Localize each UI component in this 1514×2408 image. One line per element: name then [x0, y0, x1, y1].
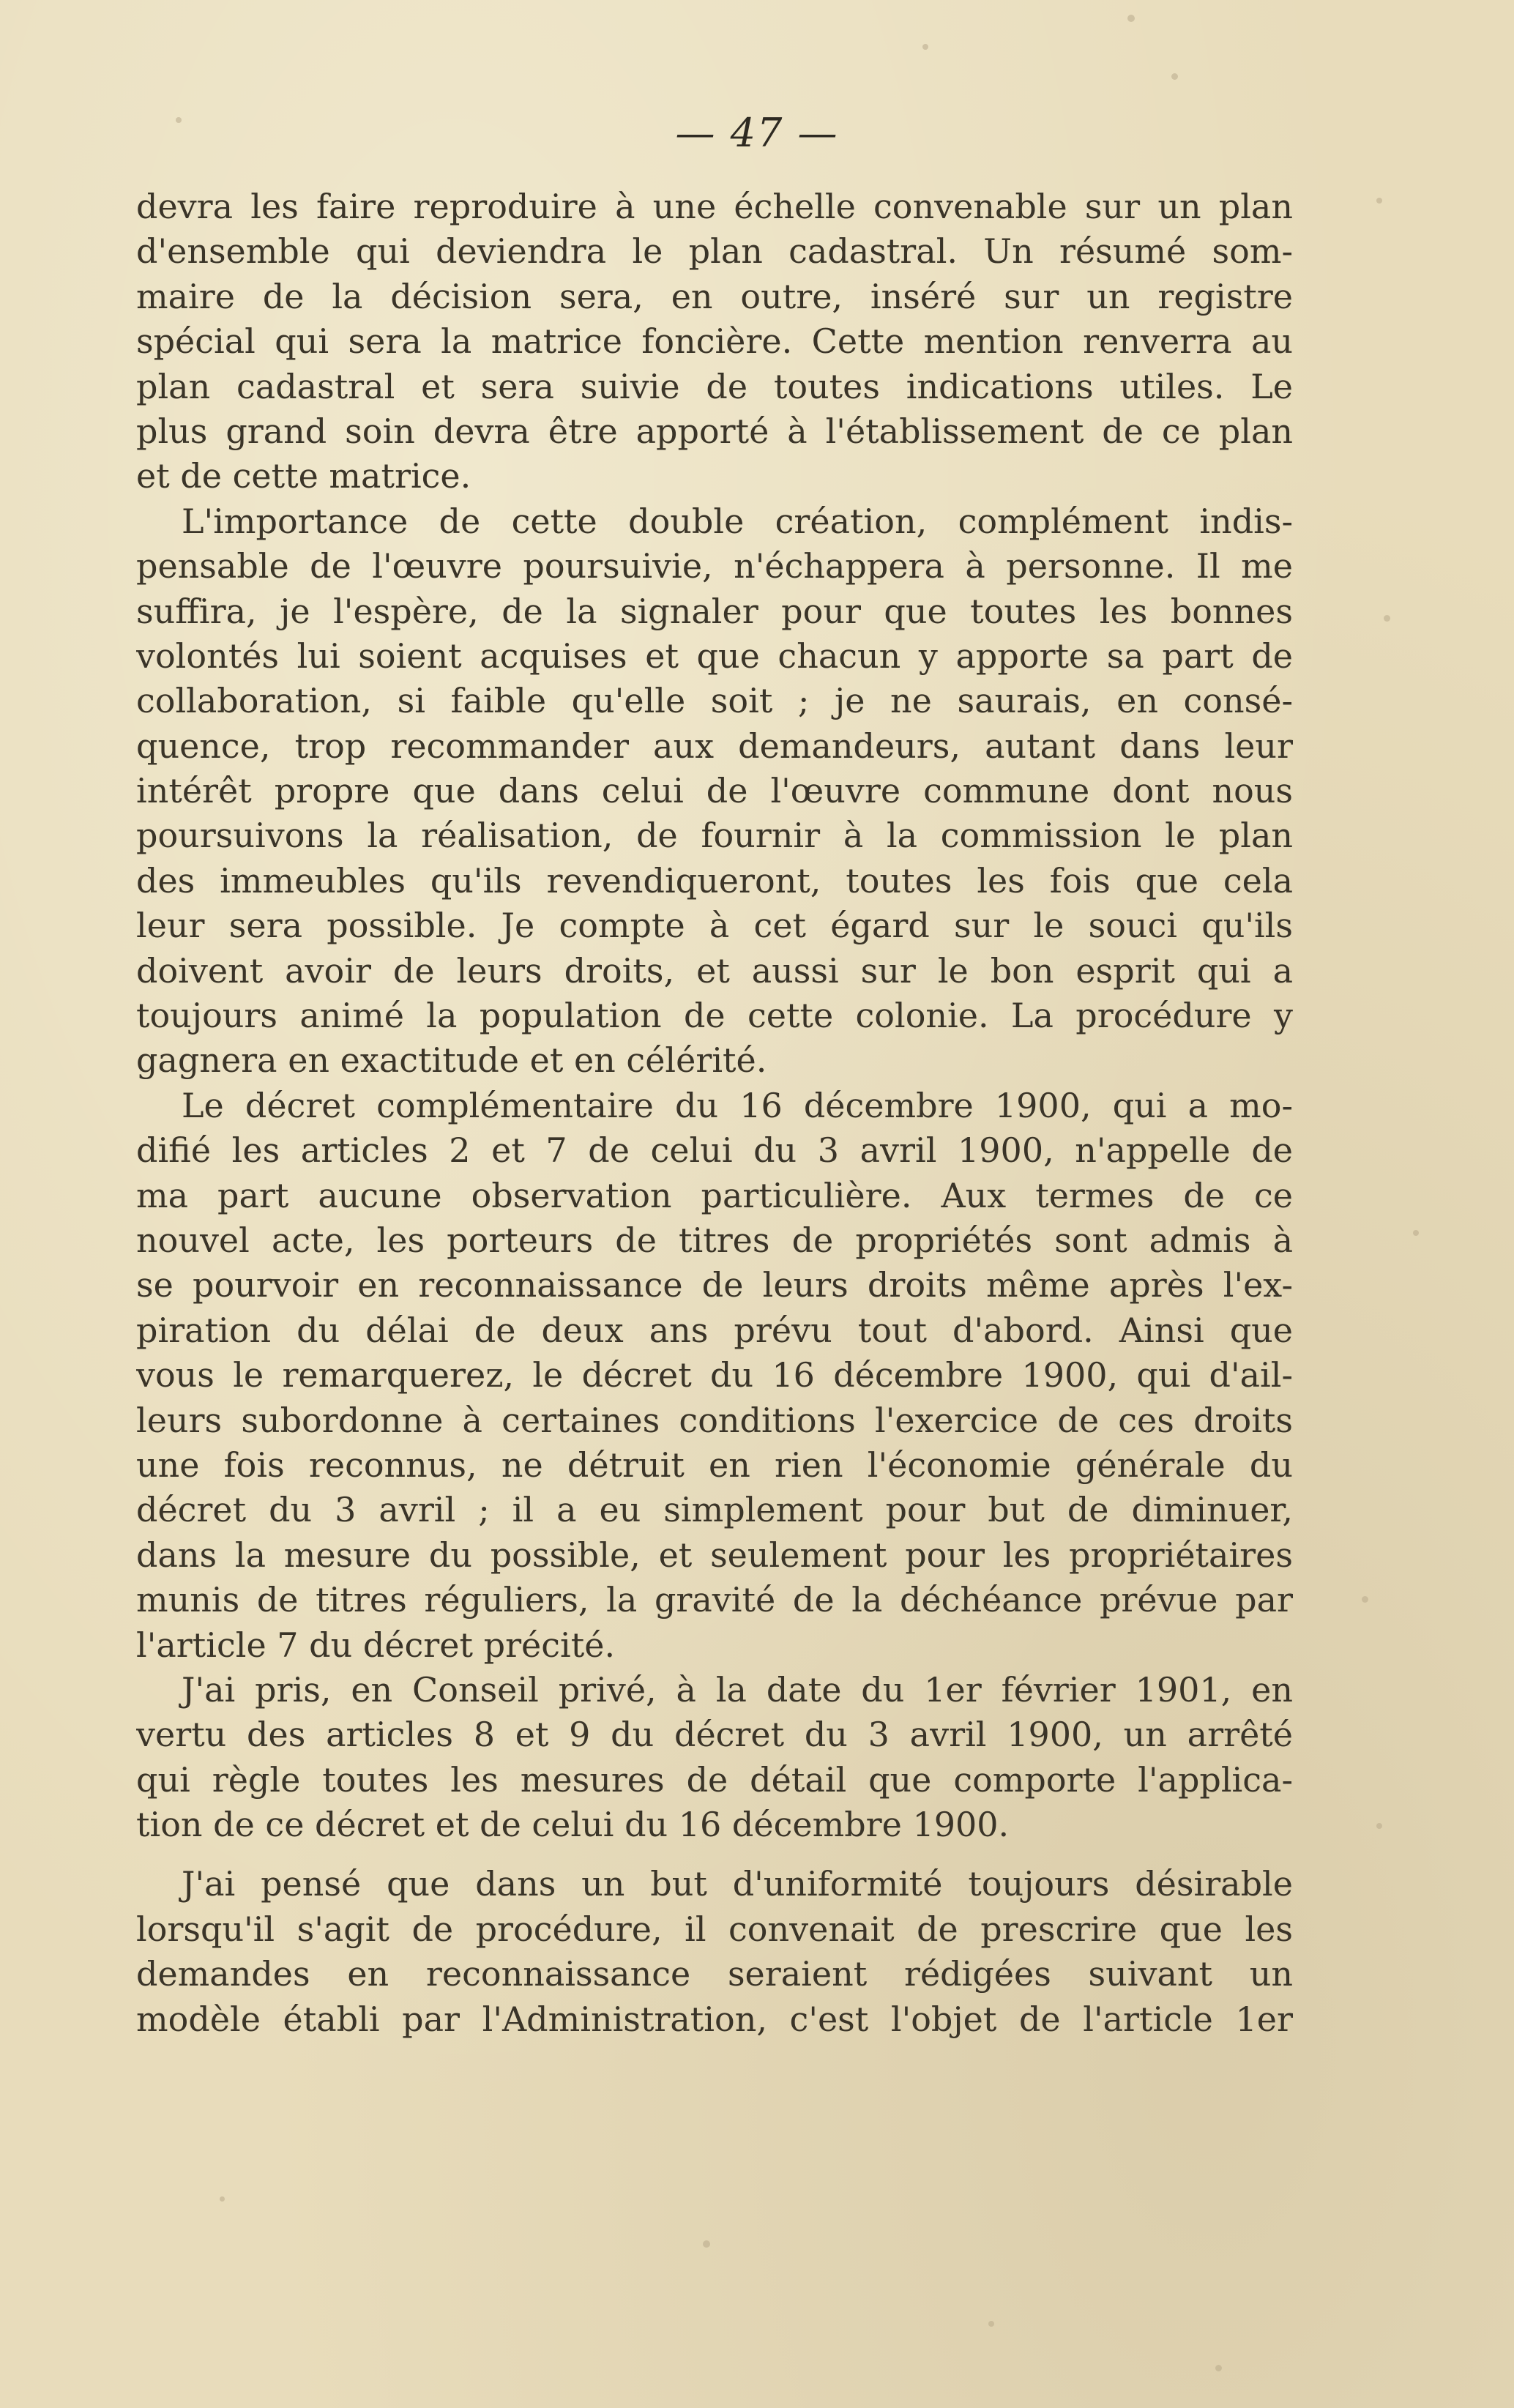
text-line: ma part aucune observation particulière. Aux termes de ce [136, 1175, 1293, 1215]
paragraph-2 [136, 499, 1293, 1084]
text-line: difié les articles 2 et 7 de celui du 3 avril 1900, n'appelle de [136, 1130, 1293, 1171]
text-line: quence, trop recommander aux demandeurs, autant dans leur [136, 726, 1293, 766]
text-line: d'ensemble qui deviendra le plan cadastral. Un résumé som- [136, 231, 1293, 272]
text-line: devra les faire reproduire à une échelle convenable sur un plan [136, 187, 1293, 226]
paragraph-4 [136, 1668, 1293, 1848]
paper-speck [1215, 2365, 1222, 2371]
paper-speck [703, 2240, 710, 2248]
text-line: se pourvoir en reconnaissance de leurs droits même après l'ex- [136, 1265, 1293, 1305]
text-line: toujours animé la population de cette colonie. La procédure y [136, 996, 1293, 1036]
text-line: leur sera possible. Je compte à cet égard sur le souci qu'ils [136, 906, 1293, 946]
text-line: J'ai pris, en Conseil privé, à la date du 1er février 1901, en [182, 1669, 1293, 1710]
text-line: décret du 3 avril ; il a eu simplement pour but de diminuer, [136, 1490, 1293, 1530]
text-line: doivent avoir de leurs droits, et aussi sur le bon esprit qui a [136, 950, 1293, 991]
text-line: J'ai pensé que dans un but d'uniformité toujours désirable [182, 1864, 1293, 1904]
text-line: Le décret complémentaire du 16 décembre 1900, qui a mo- [182, 1085, 1293, 1125]
text-line: leurs subordonne à certaines conditions l'exercice de ces droits [136, 1400, 1293, 1440]
text-line: munis de titres réguliers, la gravité de la déchéance prévue par [136, 1580, 1293, 1620]
text-line: intérêt propre que dans celui de l'œuvre commune dont nous [136, 771, 1293, 811]
text-line: volontés lui soient acquises et que chacun y apporte sa part de [136, 635, 1293, 676]
text-line: l'article 7 du décret précité. [136, 1625, 616, 1665]
page-number: — 47 — [675, 110, 839, 156]
paper-speck [988, 2321, 994, 2327]
paper-speck [922, 44, 928, 50]
paper-speck [1384, 615, 1390, 622]
body-text [136, 184, 1293, 2042]
text-line: tion de ce décret et de celui du 16 décembre 1900. [136, 1805, 1010, 1845]
text-line: plan cadastral et sera suivie de toutes indications utiles. Le [136, 366, 1293, 406]
text-line: des immeubles qu'ils revendiqueront, toutes les fois que cela [136, 860, 1293, 901]
paper-speck [1171, 73, 1178, 80]
text-line: modèle établi par l'Administration, c'est l'objet de l'article 1er [136, 1999, 1293, 2039]
paper-speck [1376, 1823, 1382, 1829]
text-line: lorsqu'il s'agit de procédure, il convenait de prescrire que les [136, 1909, 1293, 1949]
text-line: maire de la décision sera, en outre, inséré sur un registre [136, 276, 1293, 316]
text-line: gagnera en exactitude et en célérité. [136, 1040, 767, 1081]
paper-speck [1127, 15, 1135, 22]
text-line: dans la mesure du possible, et seulement pour les propriétaires [136, 1535, 1293, 1575]
paragraph-1 [136, 184, 1293, 499]
paper-speck [1376, 198, 1382, 204]
text-line: collaboration, si faible qu'elle soit ; je ne saurais, en consé- [136, 681, 1293, 721]
paragraph-3 [136, 1084, 1293, 1668]
paper-speck [220, 2196, 225, 2202]
text-line: nouvel acte, les porteurs de titres de propriétés sont admis à [136, 1220, 1293, 1260]
paper-speck [176, 117, 182, 123]
text-line: pensable de l'œuvre poursuivie, n'échappera à personne. Il me [136, 546, 1293, 586]
text-line: qui règle toutes les mesures de détail que comporte l'applica- [136, 1759, 1293, 1800]
text-line: vous le remarquerez, le décret du 16 décembre 1900, qui d'ail- [136, 1355, 1293, 1395]
text-line: poursuivons la réalisation, de fournir à la commission le plan [136, 816, 1293, 856]
text-line: suffira, je l'espère, de la signaler pour que toutes les bonnes [136, 591, 1293, 631]
text-line: L'importance de cette double création, complément indis- [182, 501, 1293, 541]
paragraph-gap [136, 1847, 1293, 1862]
text-line: une fois reconnus, ne détruit en rien l'économie générale du [136, 1445, 1293, 1485]
text-line: spécial qui sera la matrice foncière. Cette mention renverra au [136, 321, 1293, 362]
text-line: plus grand soin devra être apporté à l'établissement de ce plan [136, 411, 1293, 451]
paper-speck [1413, 1230, 1419, 1236]
text-line: demandes en reconnaissance seraient rédigées suivant un [136, 1954, 1293, 1994]
text-line: piration du délai de deux ans prévu tout d'abord. Ainsi que [136, 1310, 1293, 1350]
paragraph-5 [136, 1862, 1293, 2042]
paper-speck [1362, 1596, 1368, 1603]
text-line: vertu des articles 8 et 9 du décret du 3 avril 1900, un arrêté [136, 1715, 1293, 1755]
text-line: et de cette matrice. [136, 456, 471, 496]
